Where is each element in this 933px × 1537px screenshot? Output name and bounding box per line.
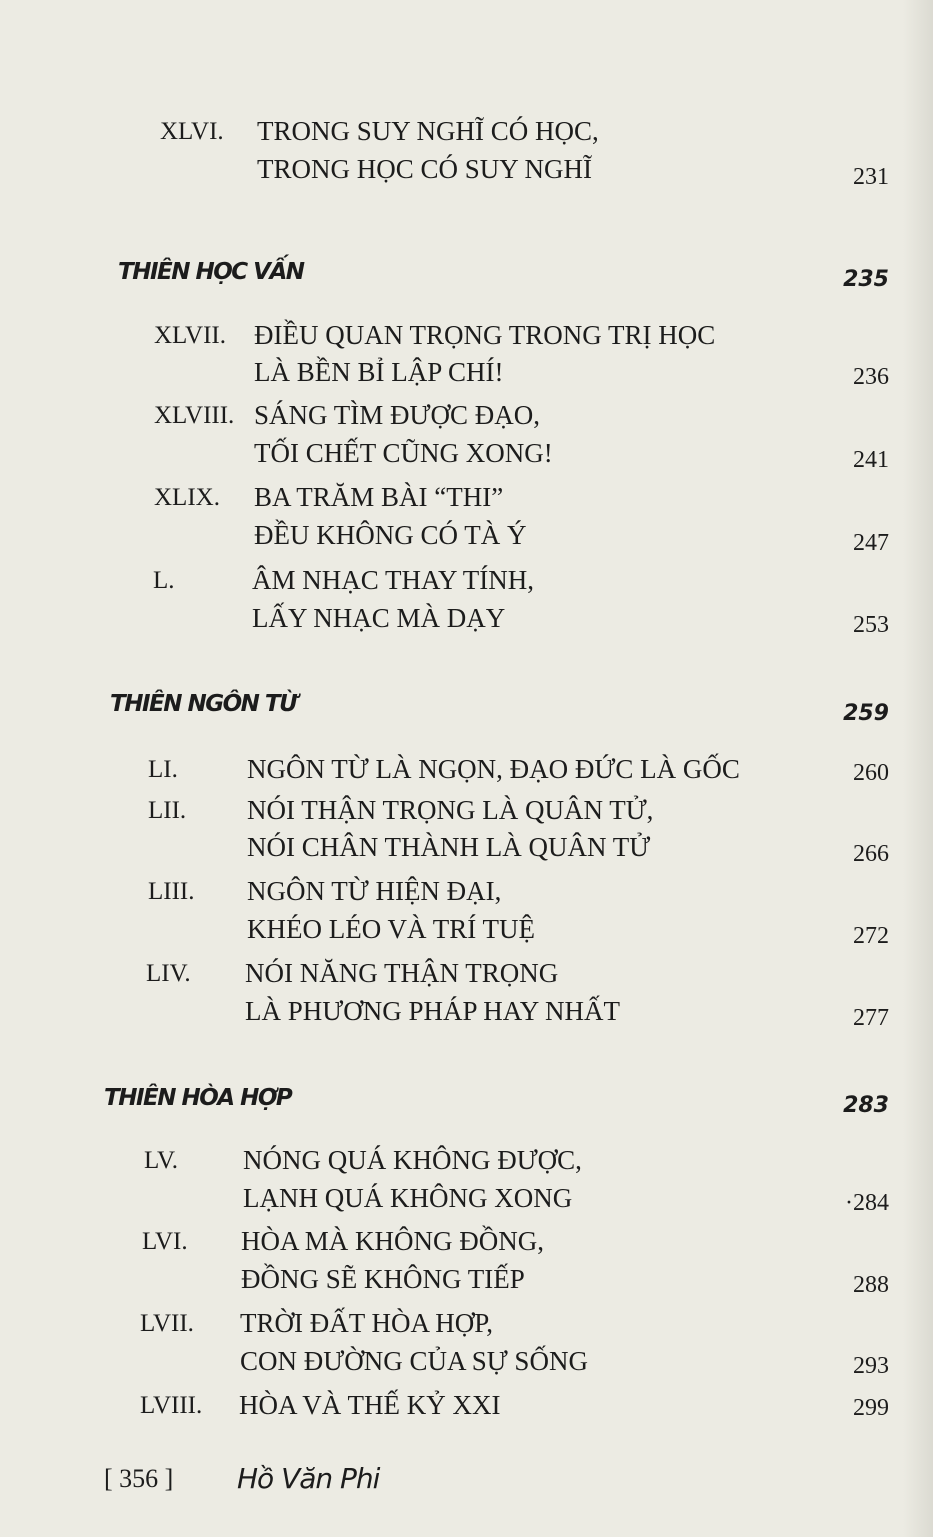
entry-title-line: CON ĐƯỜNG CỦA SỰ SỐNG xyxy=(240,1346,588,1376)
entry-number: L. xyxy=(153,567,175,594)
entry-title-line: HÒA MÀ KHÔNG ĐỒNG, xyxy=(241,1226,544,1256)
entry-title-line: NÓI THẬN TRỌNG LÀ QUÂN TỬ, xyxy=(247,795,654,825)
section-page: 235 xyxy=(843,267,889,292)
entry-number: LV. xyxy=(144,1147,179,1174)
entry-title-line: TRỜI ĐẤT HÒA HỢP, xyxy=(240,1308,494,1338)
entry-title-line: TRONG HỌC CÓ SUY NGHĨ xyxy=(257,154,593,184)
entry-title-line: BA TRĂM BÀI “THI” xyxy=(254,482,504,512)
section-title: THIÊN HÒA HỢP xyxy=(104,1085,292,1111)
entry-title-line: HÒA VÀ THẾ KỶ XXI xyxy=(239,1390,501,1420)
entry-title-line: NGÔN TỪ LÀ NGỌN, ĐẠO ĐỨC LÀ GỐC xyxy=(247,754,740,784)
entry-page: 241 xyxy=(853,447,889,473)
entry-title-line: LẤY NHẠC MÀ DẠY xyxy=(252,603,506,633)
entry-number: XLVIII. xyxy=(154,402,235,429)
footer-author: Hồ Văn Phi xyxy=(237,1462,380,1495)
entry-number: LIV. xyxy=(146,960,191,987)
entry-number: LVII. xyxy=(140,1310,194,1337)
entry-title-line: LÀ BỀN BỈ LẬP CHÍ! xyxy=(254,357,504,387)
entry-title-line: NÓI NĂNG THẬN TRỌNG xyxy=(245,958,559,988)
entry-number: LIII. xyxy=(148,878,195,905)
section-page: 283 xyxy=(843,1093,889,1118)
entry-number: LI. xyxy=(148,756,178,783)
entry-page: 288 xyxy=(853,1272,889,1298)
entry-page: 247 xyxy=(853,530,889,556)
entry-title-line: NÓI CHÂN THÀNH LÀ QUÂN TỬ xyxy=(247,832,651,862)
entry-title-line: ÂM NHẠC THAY TÍNH, xyxy=(252,565,535,595)
entry-number: XLVII. xyxy=(154,322,226,349)
entry-page: 272 xyxy=(853,923,889,949)
entry-title-line: ĐỒNG SẼ KHÔNG TIẾP xyxy=(241,1264,525,1294)
entry-page: 266 xyxy=(853,841,889,867)
entry-page: 253 xyxy=(853,612,889,638)
entry-title-line: LÀ PHƯƠNG PHÁP HAY NHẤT xyxy=(245,996,620,1026)
section-title: THIÊN NGÔN TỪ xyxy=(110,691,297,717)
section-page: 259 xyxy=(843,701,889,726)
entry-title-line: ĐIỀU QUAN TRỌNG TRONG TRỊ HỌC xyxy=(254,320,716,350)
entry-number: LII. xyxy=(148,797,187,824)
entry-page: 260 xyxy=(853,760,889,786)
footer-page-number: [ 356 ] xyxy=(104,1464,174,1493)
entry-title-line: KHÉO LÉO VÀ TRÍ TUỆ xyxy=(247,914,535,944)
section-title: THIÊN HỌC VẤN xyxy=(118,259,304,285)
entry-page: 231 xyxy=(853,164,889,190)
entry-page: 236 xyxy=(853,364,889,390)
entry-title-line: ĐỀU KHÔNG CÓ TÀ Ý xyxy=(254,520,527,550)
entry-title-line: NÓNG QUÁ KHÔNG ĐƯỢC, xyxy=(243,1145,582,1175)
entry-title-line: NGÔN TỪ HIỆN ĐẠI, xyxy=(247,876,502,906)
entry-number: LVIII. xyxy=(140,1392,203,1419)
entry-page: ·284 xyxy=(845,1190,889,1216)
entry-page: 277 xyxy=(853,1005,889,1031)
entry-number: XLVI. xyxy=(160,118,224,145)
entry-page: 293 xyxy=(853,1353,889,1379)
entry-title-line: TRONG SUY NGHĨ CÓ HỌC, xyxy=(257,116,599,146)
entry-number: XLIX. xyxy=(154,484,220,511)
binding-shadow xyxy=(903,0,933,1537)
entry-title-line: TỐI CHẾT CŨNG XONG! xyxy=(254,438,553,468)
entry-number: LVI. xyxy=(142,1228,188,1255)
entry-title-line: LẠNH QUÁ KHÔNG XONG xyxy=(243,1183,573,1213)
entry-title-line: SÁNG TÌM ĐƯỢC ĐẠO, xyxy=(254,400,540,430)
entry-page: 299 xyxy=(853,1395,889,1421)
